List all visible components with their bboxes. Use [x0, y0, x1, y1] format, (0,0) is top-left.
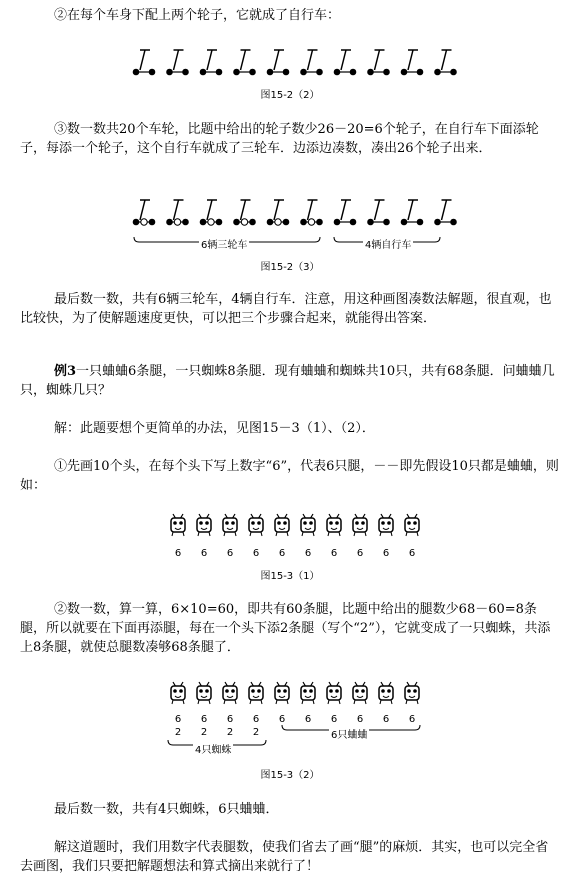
leg-count-label: 6: [408, 714, 416, 725]
cricket-head-icon: [275, 682, 289, 704]
paragraph-text: ②在每个车身下配上两个轮子，它就成了自行车：: [54, 8, 341, 23]
bicycle-icon: [334, 50, 357, 75]
cricket-head-icon: [171, 514, 185, 536]
tricycle-icon: [300, 200, 323, 225]
leg-count-label: 6: [252, 714, 260, 725]
bicycle-icon: [401, 200, 424, 225]
figure-bicycles: [0, 40, 580, 130]
cricket-head-icon: [327, 514, 341, 536]
solution-intro: [20, 419, 560, 438]
paragraph-text: ③数一数共20个车轮，比题中给出的轮子数少26－20=6个轮子，在自行车下面添轮子，每添一个轮子，这个自行车就成了三轮车．边添边凑数，凑出26个轮子出来．: [20, 122, 539, 156]
bicycle-icon: [367, 200, 390, 225]
added-legs-label: 2: [226, 727, 234, 738]
spider-head-icon: [223, 682, 237, 704]
paragraph-step-3: [20, 120, 560, 158]
cricket-head-icon: [327, 682, 341, 704]
leg-count-label: 6: [174, 548, 182, 559]
added-legs-label: 2: [174, 727, 182, 738]
paragraph-text: 最后数一数，共有4只蜘蛛，6只蛐蛐．: [54, 802, 279, 817]
tricycle-icon: [166, 200, 189, 225]
figure-caption-15-2-3: 图15-2（3）: [260, 262, 320, 273]
paragraph-text: 解这道题时，我们用数字代表腿数，使我们省去了画“腿”的麻烦．其实，也可以完全省去画图，我们只要把解题想法和算式摘出来就行了！: [20, 840, 549, 874]
paragraph-step-1b: [20, 457, 560, 495]
figure-caption-15-3-1: 图15-3（1）: [260, 571, 320, 582]
figure-crickets-heads: [0, 512, 580, 572]
paragraph-step-2: [20, 6, 560, 25]
figure-tricycles-bicycles: [0, 192, 580, 262]
paragraph-text: 解：此题要想个更简单的办法，见图15－3（1）、（2）．: [54, 421, 375, 436]
spider-head-icon: [171, 682, 185, 704]
example-text: 一只蛐蛐6条腿，一只蜘蛛8条腿．现有蛐蛐和蜘蛛共10只，共有68条腿．问蛐蛐几只，蜘蛛几只？: [20, 364, 555, 398]
leg-count-label: 6: [200, 714, 208, 725]
paragraph-final-count-1: [20, 290, 560, 328]
cricket-head-icon: [301, 682, 315, 704]
example-label: 例3: [54, 364, 77, 379]
cricket-head-icon: [405, 514, 419, 536]
cricket-head-icon: [353, 682, 367, 704]
tricycle-icon: [267, 200, 290, 225]
leg-count-label: 6: [278, 548, 286, 559]
cricket-head-icon: [301, 514, 315, 536]
leg-count-label: 6: [304, 714, 312, 725]
leg-count-label: 6: [278, 714, 286, 725]
bicycle-icon: [133, 50, 156, 75]
paragraph-final: [20, 838, 560, 876]
added-legs-label: 2: [252, 727, 260, 738]
leg-count-label: 6: [330, 714, 338, 725]
leg-count-label: 6: [252, 548, 260, 559]
tricycle-icon: [233, 200, 256, 225]
paragraph-text: ①先画10个头，在每个头下写上数字“6”，代表6只腿，－－即先假设10只都是蛐蛐，则如：: [20, 459, 559, 493]
paragraph-text: ②数一数，算一算，6×10=60，即共有60条腿，比题中给出的腿数少68－60=8条腿，所以就要在下面再添腿，每在一个头下添2条腿（写个“2”），它就变成了一只蜘蛛，共添上8条腿，就使总腿数凑够68条腿了．: [20, 602, 551, 655]
leg-count-label: 6: [304, 548, 312, 559]
bicycle-icon: [267, 50, 290, 75]
bracket-label-bicycles: 4辆自行车: [363, 236, 413, 251]
bracket-label-tricycles: 6辆三轮车: [199, 236, 249, 251]
paragraph-step-2b: [20, 600, 560, 657]
leg-count-label: 6: [330, 548, 338, 559]
leg-count-label: 6: [382, 714, 390, 725]
cricket-head-icon: [405, 682, 419, 704]
example-3-paragraph: [20, 362, 560, 400]
cricket-head-icon: [353, 514, 367, 536]
leg-count-label: 6: [200, 548, 208, 559]
leg-count-label: 6: [226, 714, 234, 725]
tricycle-icon: [200, 200, 223, 225]
leg-count-label: 6: [408, 548, 416, 559]
figure-spiders-crickets: [0, 680, 580, 760]
cricket-head-icon: [249, 514, 263, 536]
bracket-label-spiders: 4只蜘蛛: [193, 741, 233, 756]
paragraph-text: 最后数一数，共有6辆三轮车，4辆自行车．注意，用这种画图凑数法解题，很直观，也比较快，为了使解题速度更快，可以把三个步骤合起来，就能得出答案．: [20, 292, 552, 326]
leg-count-label: 6: [226, 548, 234, 559]
bicycle-icon: [300, 50, 323, 75]
bicycle-icon: [233, 50, 256, 75]
bicycle-icon: [334, 200, 357, 225]
cricket-head-icon: [379, 514, 393, 536]
bicycle-icon: [200, 50, 223, 75]
cricket-head-icon: [223, 514, 237, 536]
spider-head-icon: [249, 682, 263, 704]
spider-head-icon: [197, 682, 211, 704]
figure-caption-15-2-2: 图15-2（2）: [260, 90, 320, 101]
figure-caption-15-3-2: 图15-3（2）: [260, 770, 320, 781]
added-legs-label: 2: [200, 727, 208, 738]
cricket-head-icon: [379, 682, 393, 704]
leg-count-label: 6: [382, 548, 390, 559]
bracket-label-crickets: 6只蛐蛐: [329, 726, 369, 741]
cricket-head-icon: [275, 514, 289, 536]
leg-count-label: 6: [356, 548, 364, 559]
bicycle-icon: [434, 200, 457, 225]
leg-count-label: 6: [356, 714, 364, 725]
bicycle-icon: [401, 50, 424, 75]
tricycle-icon: [133, 200, 156, 225]
cricket-head-icon: [197, 514, 211, 536]
bicycle-icon: [166, 50, 189, 75]
bicycle-icon: [434, 50, 457, 75]
leg-count-label: 6: [174, 714, 182, 725]
paragraph-final-count-2: [20, 800, 560, 819]
bicycle-icon: [367, 50, 390, 75]
